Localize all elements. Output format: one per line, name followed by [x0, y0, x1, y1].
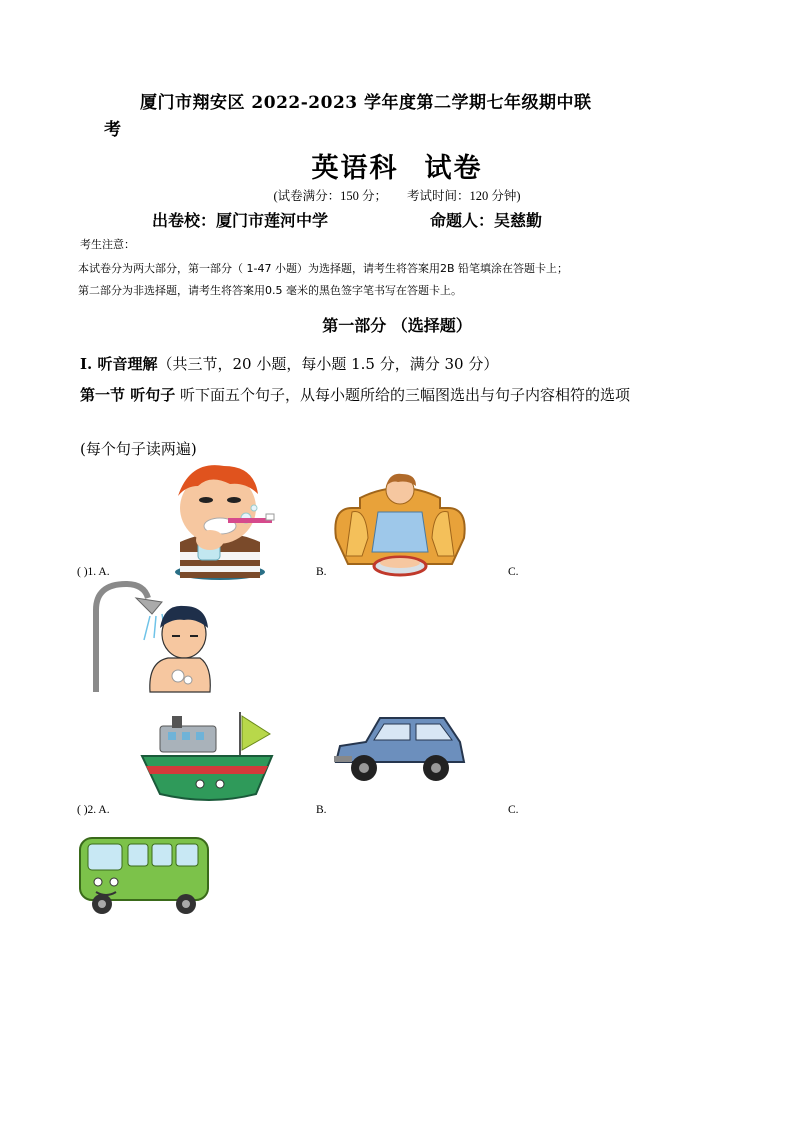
read-twice-note: (每个句子读两遍) [80, 440, 197, 458]
q2-option-c-label: C. [508, 804, 519, 816]
boy-in-armchair-foot-bath-image [332, 468, 468, 578]
subject-title [0, 146, 794, 185]
part1-title: 第一部分 （选择题） [322, 316, 472, 335]
section1-detail: （共三节，20 小题，每小题 1.5 分，满分 30 分） [157, 355, 499, 373]
exam-info [0, 186, 794, 204]
notice-body [78, 258, 678, 302]
school-line: 出卷校：厦门市莲河中学 [152, 211, 329, 230]
notice-line1: 本试卷分为两大部分，第一部分（ 1-47 小题）为选择题，请考生将答案用2B 铅笔填涂在答题卡上； [78, 262, 568, 275]
notice-line2: 第二部分为非选择题，请考生将答案用0.5 毫米的黑色签字笔书写在答题卡上。 [78, 284, 462, 297]
bus-image [76, 832, 212, 916]
exam-title-line1: 厦门市翔安区 2022-2023 学年度第二学期七年级期中联 [140, 93, 592, 113]
boy-brushing-teeth-image [150, 460, 290, 578]
section1-heading [80, 353, 498, 374]
score-info: (试卷满分：150 分； [273, 189, 387, 203]
subsection-text: 听下面五个句子，从每小题所给的三幅图选出与句子内容相符的选项 [175, 386, 631, 404]
car-image [332, 712, 468, 788]
subject-title-part1: 英语科 [311, 153, 399, 184]
q2-option-a-label: ( )2. A. [77, 804, 110, 816]
time-info: 考试时间：120 分钟) [407, 189, 521, 203]
q1-option-a-label: ( )1. A. [77, 566, 110, 578]
boat-image [140, 710, 276, 804]
section1-number: I. 听音理解 [80, 355, 158, 373]
q1-option-b-label: B. [316, 566, 327, 578]
q2-option-b-label: B. [316, 804, 327, 816]
subsection-title: 第一节 听句子 [80, 386, 176, 404]
notice-heading: 考生注意： [80, 238, 135, 251]
exam-title-line2: 考 [104, 120, 121, 140]
q1-option-c-label: C. [508, 566, 519, 578]
subject-title-part2: 试卷 [424, 153, 483, 184]
boy-taking-shower-image [86, 580, 216, 692]
author-line: 命题人：吴慈勤 [430, 211, 543, 230]
section1-instruction [80, 382, 640, 409]
